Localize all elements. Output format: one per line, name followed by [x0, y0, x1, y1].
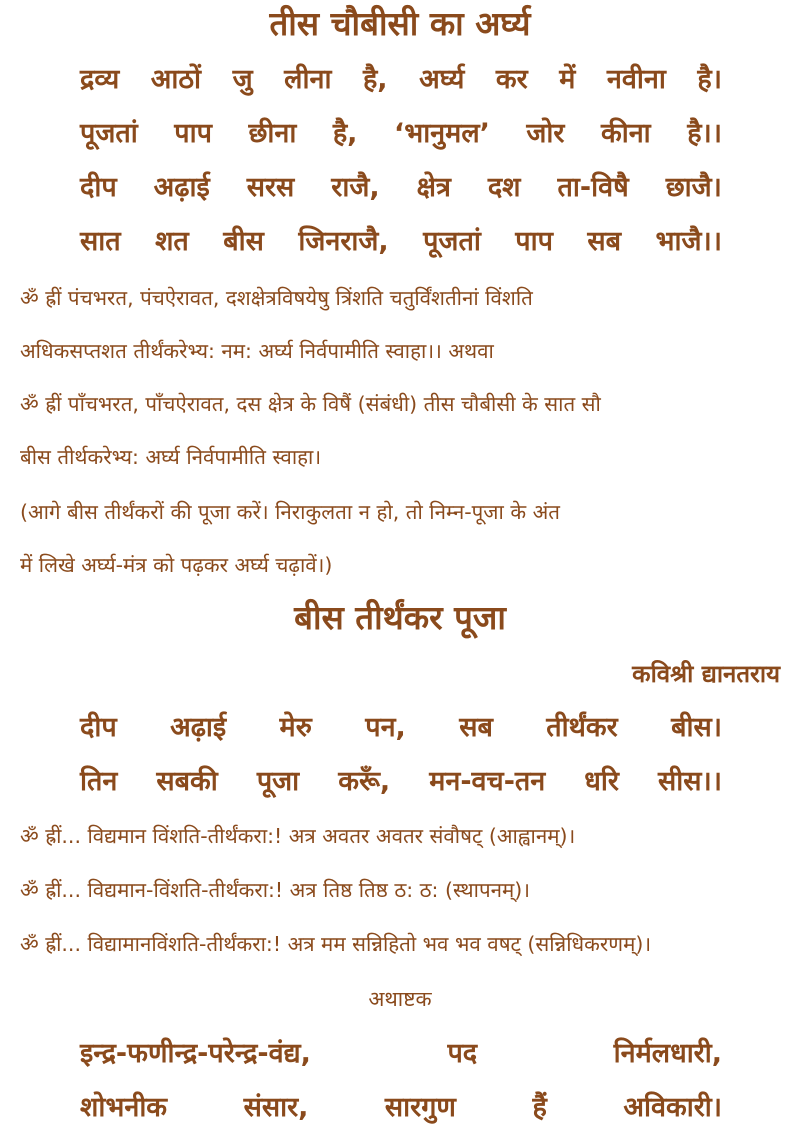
- verse-word: करूँ,: [338, 766, 391, 797]
- verse-word: अढ़ाई: [153, 172, 210, 203]
- verse-word: है,: [362, 64, 388, 95]
- verse-word: कर: [495, 64, 528, 95]
- mantra-line: बीस तीर्थकरेभ्य: अर्घ्य निर्वपामीति स्वाहा।: [20, 445, 322, 469]
- verse-word: पन,: [365, 712, 406, 743]
- verse-word: पद: [447, 1038, 478, 1069]
- verse-word: जिनराजै,: [298, 226, 389, 257]
- verse-line-1: [80, 60, 722, 100]
- verse-word: पाप: [515, 226, 553, 257]
- subheading-athashtak: अथाष्टक: [368, 987, 432, 1011]
- mantra-sthaapanam: ॐ ह्रीं... विद्यमान-विंशति-तीर्थंकरा:! अत्र तिष्ठ तिष्ठ ठ: ठ: (स्थापनम्)।: [20, 878, 531, 902]
- verse-word: तिन: [80, 766, 118, 797]
- verse-line-5: [80, 708, 722, 748]
- verse-word: शोभनीक: [80, 1092, 168, 1123]
- verse-word: छीना: [248, 118, 297, 149]
- mantra-aahvaanam: ॐ ह्रीं... विद्यमान विंशति-तीर्थंकरा:! अत्र अवतर अवतर संवौषट् (आह्वानम्)।: [20, 824, 576, 848]
- mantra-line: ॐ ह्रीं पंचभरत, पंचऐरावत, दशक्षेत्रविषयेषु त्रिंशति चतुर्विंशतीनां विंशति: [20, 286, 533, 310]
- verse-word: में: [559, 64, 576, 95]
- verse-word: मेरु: [279, 712, 312, 743]
- verse-word: क्षेत्र: [416, 172, 451, 203]
- verse-word: हैं: [532, 1092, 547, 1123]
- verse-line-2: [80, 114, 722, 154]
- verse-word: धरि: [584, 766, 619, 797]
- mantra-sannidhikaranam: ॐ ह्रीं... विद्यामानविंशति-तीर्थंकरा:! अत्र मम सन्निहितो भव भव वषट् (सन्निधिकरणम्)।: [20, 932, 652, 956]
- verse-word: दीप: [80, 172, 117, 203]
- verse-line-7: [80, 1034, 722, 1074]
- verse-word: है।।: [687, 118, 722, 149]
- section-title-bees-tirthankar-puja: बीस तीर्थंकर पूजा: [294, 598, 506, 637]
- verse-word: छाजै।: [665, 172, 722, 203]
- verse-word: बीस: [223, 226, 264, 257]
- verse-word: अर्घ्य: [419, 64, 465, 95]
- verse-word: पूजतां: [423, 226, 481, 257]
- verse-word: अविकारी।: [623, 1092, 722, 1123]
- verse-word: भाजै।।: [655, 226, 722, 257]
- verse-word: दश: [487, 172, 521, 203]
- verse-word: है।: [697, 64, 722, 95]
- verse-word: पाप: [174, 118, 212, 149]
- author-credit: कविश्री द्यानतराय: [632, 660, 780, 688]
- verse-word: राजै,: [331, 172, 380, 203]
- verse-word: सब: [587, 226, 622, 257]
- verse-line-3: [80, 168, 722, 208]
- verse-word: ‘भानुमल’: [393, 118, 490, 149]
- verse-word: लीना: [284, 64, 332, 95]
- verse-word: कीना: [600, 118, 651, 149]
- verse-word: तीर्थंकर: [546, 712, 618, 743]
- verse-word: आठों: [150, 64, 202, 95]
- verse-word: दीप: [80, 712, 117, 743]
- instruction-line: (आगे बीस तीर्थंकरों की पूजा करें। निराकुलता न हो, तो निम्न-पूजा के अंत: [20, 500, 560, 524]
- verse-word: सब: [459, 712, 493, 743]
- verse-word: सात: [80, 226, 121, 257]
- verse-line-6: [80, 762, 722, 802]
- verse-word: संसार,: [243, 1092, 309, 1123]
- verse-word: ता-विषै: [557, 172, 629, 203]
- verse-word: नवीना: [606, 64, 666, 95]
- verse-word: अढ़ाई: [170, 712, 227, 743]
- verse-word: इन्द्र-फणीन्द्र-परेन्द्र-वंद्य,: [80, 1038, 311, 1069]
- verse-word: जु: [232, 64, 253, 95]
- verse-word: सीस।।: [657, 766, 722, 797]
- verse-line-8: [80, 1088, 722, 1128]
- verse-line-4: [80, 222, 722, 262]
- verse-word: जोर: [526, 118, 565, 149]
- verse-word: बीस।: [671, 712, 722, 743]
- instruction-line: में लिखे अर्घ्य-मंत्र को पढ़कर अर्घ्य चढ़ावें।): [20, 553, 333, 577]
- verse-word: निर्मलधारी,: [613, 1038, 722, 1069]
- verse-word: शत: [155, 226, 189, 257]
- verse-word: है,: [332, 118, 358, 149]
- verse-word: मन-वच-तन: [429, 766, 546, 797]
- verse-word: सरस: [246, 172, 295, 203]
- section-title-tees-chaubisi: तीस चौबीसी का अर्घ्य: [269, 4, 531, 43]
- mantra-line: ॐ ह्रीं पाँचभरत, पाँचऐरावत, दस क्षेत्र के विषैं (संबंधी) तीस चौबीसी के सात सौ: [20, 392, 601, 416]
- verse-word: पूजतां: [80, 118, 138, 149]
- verse-word: सारगुण: [384, 1092, 456, 1123]
- verse-word: सबकी: [156, 766, 218, 797]
- verse-word: द्रव्य: [80, 64, 120, 95]
- mantra-line: अधिकसप्तशत तीर्थंकरेभ्य: नम: अर्घ्य निर्वपामीति स्वाहा।। अथवा: [20, 339, 494, 363]
- verse-word: पूजा: [256, 766, 300, 797]
